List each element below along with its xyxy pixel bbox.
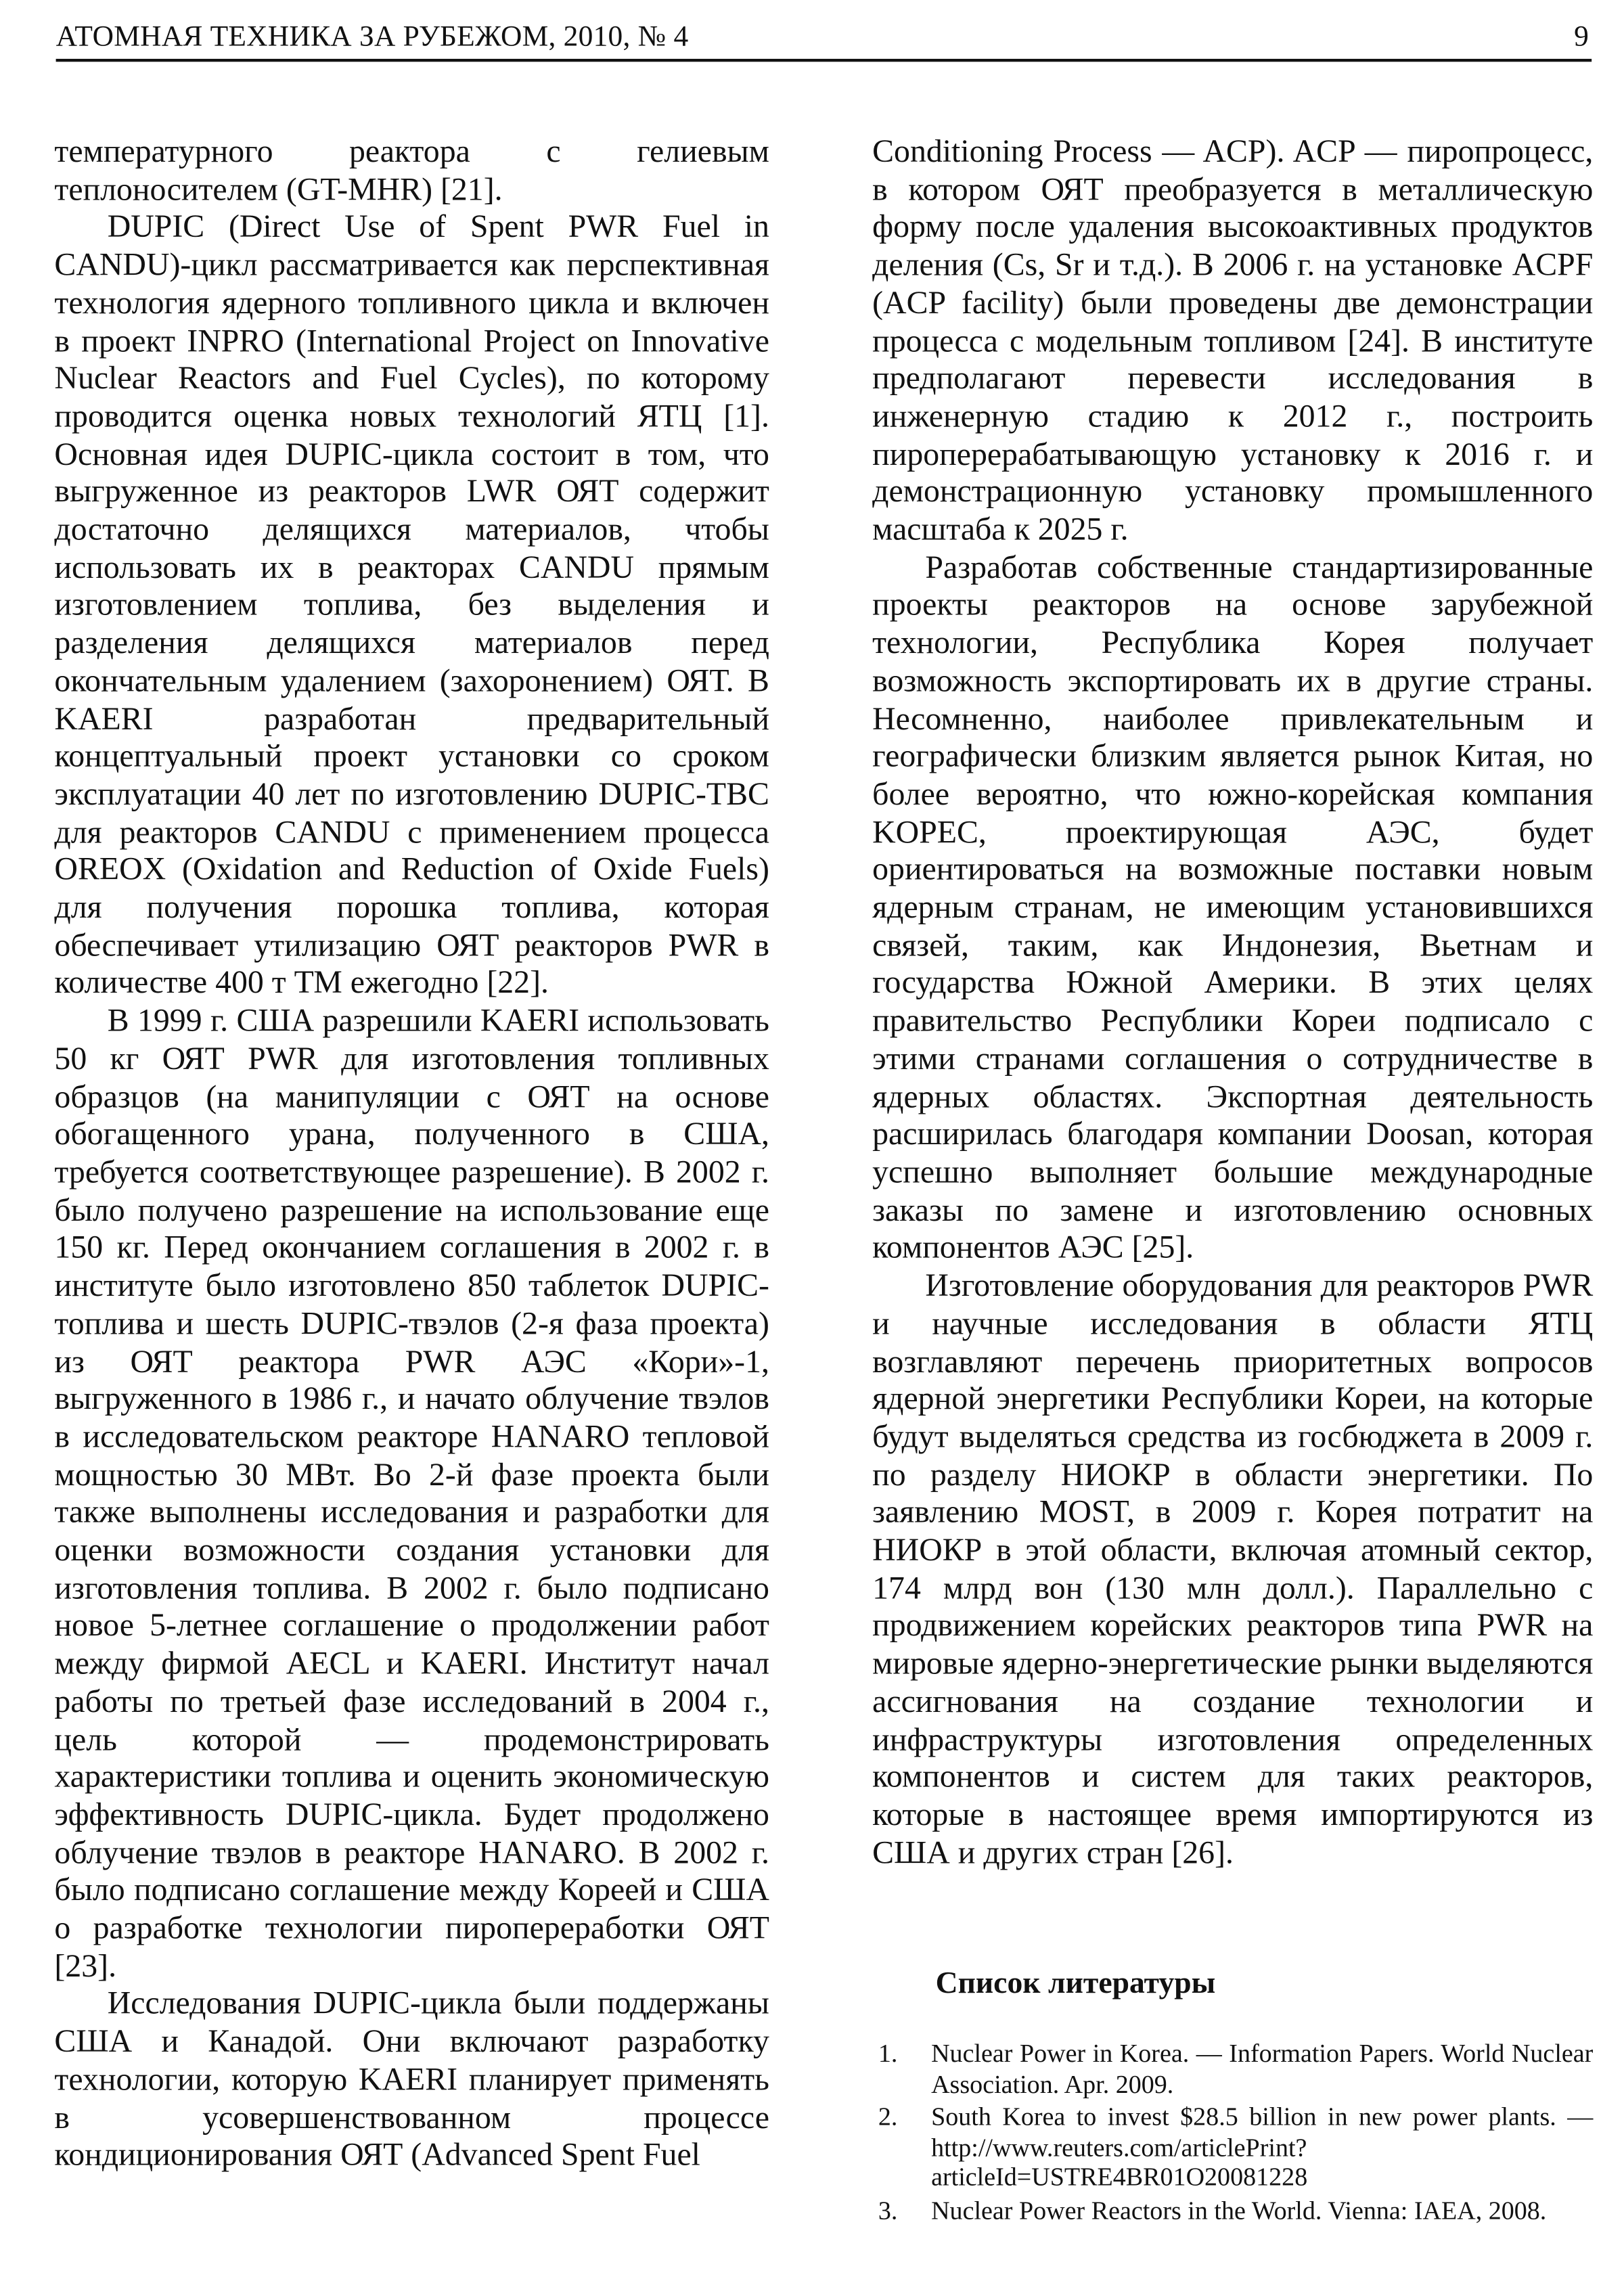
reference-list xyxy=(872,2038,1593,2228)
reference-text: Nuclear Power Reactors in the World. Vienna: IAEA, 2008. xyxy=(931,2194,1547,2225)
reference-number: 1. xyxy=(878,2038,898,2068)
reference-number: 3. xyxy=(878,2194,898,2225)
reference-item xyxy=(872,2195,1593,2226)
reference-item xyxy=(872,2102,1593,2192)
reference-item xyxy=(872,2038,1593,2098)
journal-title: АТОМНАЯ ТЕХНИКА ЗА РУБЕЖОМ, 2010, № 4 xyxy=(55,20,689,53)
paragraph: Conditioning Process — ACP). ACP — пиропроцесс, в котором ОЯТ преобразуется в металлическую форму после удаления высокоактивных продуктов деления (Cs, Sr и т.д.). В 2006 г. на установке ACPF (ACP facility) были проведены две демонстрации процесса с модельным топливом [24]. В институте предполагают перевести исследования в инженерную стадию к 2012 г., построить пироперерабатывающую установку к 2016 г. и демонстрационную установку промышленного масштаба к 2025 г. xyxy=(872,132,1594,547)
reference-text: Nuclear Power in Korea. — Information Papers. World Nuclear Association. Apr. 2009. xyxy=(931,2038,1594,2098)
left-column xyxy=(54,133,769,2174)
reference-text: South Korea to invest $28.5 billion in new power plants. — http://www.reuters.com/articlePrint?articleId=USTRE4BR01O20081228 xyxy=(931,2101,1594,2192)
paragraph: Изготовление оборудования для реакторов PWR и научные исследования в области ЯТЦ возглавляют перечень приоритетных вопросов ядерной энергетики Республики Кореи, на которые будут выделяться средства из госбюджета в 2009 г. по разделу НИОКР в области энергетики. По заявлению MOST, в 2009 г. Корея потратит на НИОКР в этой области, включая атомный сектор, 174 млрд вон (130 млн долл.). Параллельно с продвижением корейских реакторов типа PWR на мировые ядерно-энергетические рынки выделяются ассигнования на создание технологии и инфраструктуры изготовления определенных компонентов и систем для таких реакторов, которые в настоящее время импортируются из США и других стран [26]. xyxy=(872,1266,1594,1870)
paragraph: В 1999 г. США разрешили KAERI использовать 50 кг ОЯТ PWR для изготовления топливных образцов (на манипуляции с ОЯТ на основе обогащенного урана, полученного в США, требуется соответствующее разрешение). В 2002 г. было получено разрешение на использование еще 150 кг. Перед окончанием соглашения в 2002 г. в институте было изготовлено 850 таблеток DUPIC-топлива и шесть DUPIC-твэлов (2-я фаза проекта) из ОЯТ реактора PWR АЭС «Кори»-1, выгруженного в 1986 г., и начато облучение твэлов в исследовательском реакторе HANARO тепловой мощностью 30 МВт. Во 2-й фазе проекта были также выполнены исследования и разработки для оценки возможности создания установки для изготовления топлива. В 2002 г. было подписано новое 5-летнее соглашение о продолжении работ между фирмой AECL и KAERI. Институт начал работы по третьей фазе исследований в 2004 г., цель которой — продемонстрировать характеристики топлива и оценить экономическую эффективность DUPIC-цикла. Будет продолжено облучение твэлов в реакторе HANARO. В 2002 г. было подписано соглашение между Кореей и США о разработке технологии пиропереработки ОЯТ [23]. xyxy=(54,1001,769,1984)
page-number: 9 xyxy=(1574,20,1589,53)
right-column xyxy=(872,133,1593,1872)
reference-number: 2. xyxy=(878,2101,898,2131)
paragraph: DUPIC (Direct Use of Spent PWR Fuel in CANDU)-цикл рассматривается как перспективная технология ядерного топливного цикла и включен в проект INPRO (International Project on Innovative Nuclear Reactors and Fuel Cycles), по которому проводится оценка новых технологий ЯТЦ [1]. Основная идея DUPIC-цикла состоит в том, что выгруженное из реакторов LWR ОЯТ содержит достаточно делящихся материалов, чтобы использовать их в реакторах CANDU прямым изготовлением топлива, без выделения и разделения делящихся материалов перед окончательным удалением (захоронением) ОЯТ. В KAERI разработан предварительный концептуальный проект установки со сроком эксплуатации 40 лет по изготовлению DUPIC-ТВС для реакторов CANDU с применением процесса OREOX (Oxidation and Reduction of Oxide Fuels) для получения порошка топлива, которая обеспечивает утилизацию ОЯТ реакторов PWR в количестве 400 т ТМ ежегодно [22]. xyxy=(54,208,769,1001)
running-header xyxy=(56,12,1592,62)
paragraph: Исследования DUPIC-цикла были поддержаны США и Канадой. Они включают разработку технологии, которую KAERI планирует применять в усовершенствованном процессе кондиционирования ОЯТ (Advanced Spent Fuel xyxy=(54,1984,769,2173)
paragraph: температурного реактора с гелиевым теплоносителем (GT-MHR) [21]. xyxy=(54,132,769,207)
references-heading: Список литературы xyxy=(935,1964,1216,2000)
paragraph: Разработав собственные стандартизированные проекты реакторов на основе зарубежной технологии, Республика Корея получает возможность экспортировать их в другие страны. Несомненно, наиболее привлекательным и географически близким является рынок Китая, но более вероятно, что южно-корейская компания KOPEC, проектирующая АЭС, будет ориентироваться на возможные поставки новым ядерным странам, не имеющим установившихся связей, таким, как Индонезия, Вьетнам и государства Южной Америки. В этих целях правительство Республики Кореи подписало с этими странами соглашения о сотрудничестве в ядерных областях. Экспортная деятельность расширилась благодаря компании Doosan, которая успешно выполняет большие международные заказы по замене и изготовлению основных компонентов АЭС [25]. xyxy=(872,548,1594,1266)
